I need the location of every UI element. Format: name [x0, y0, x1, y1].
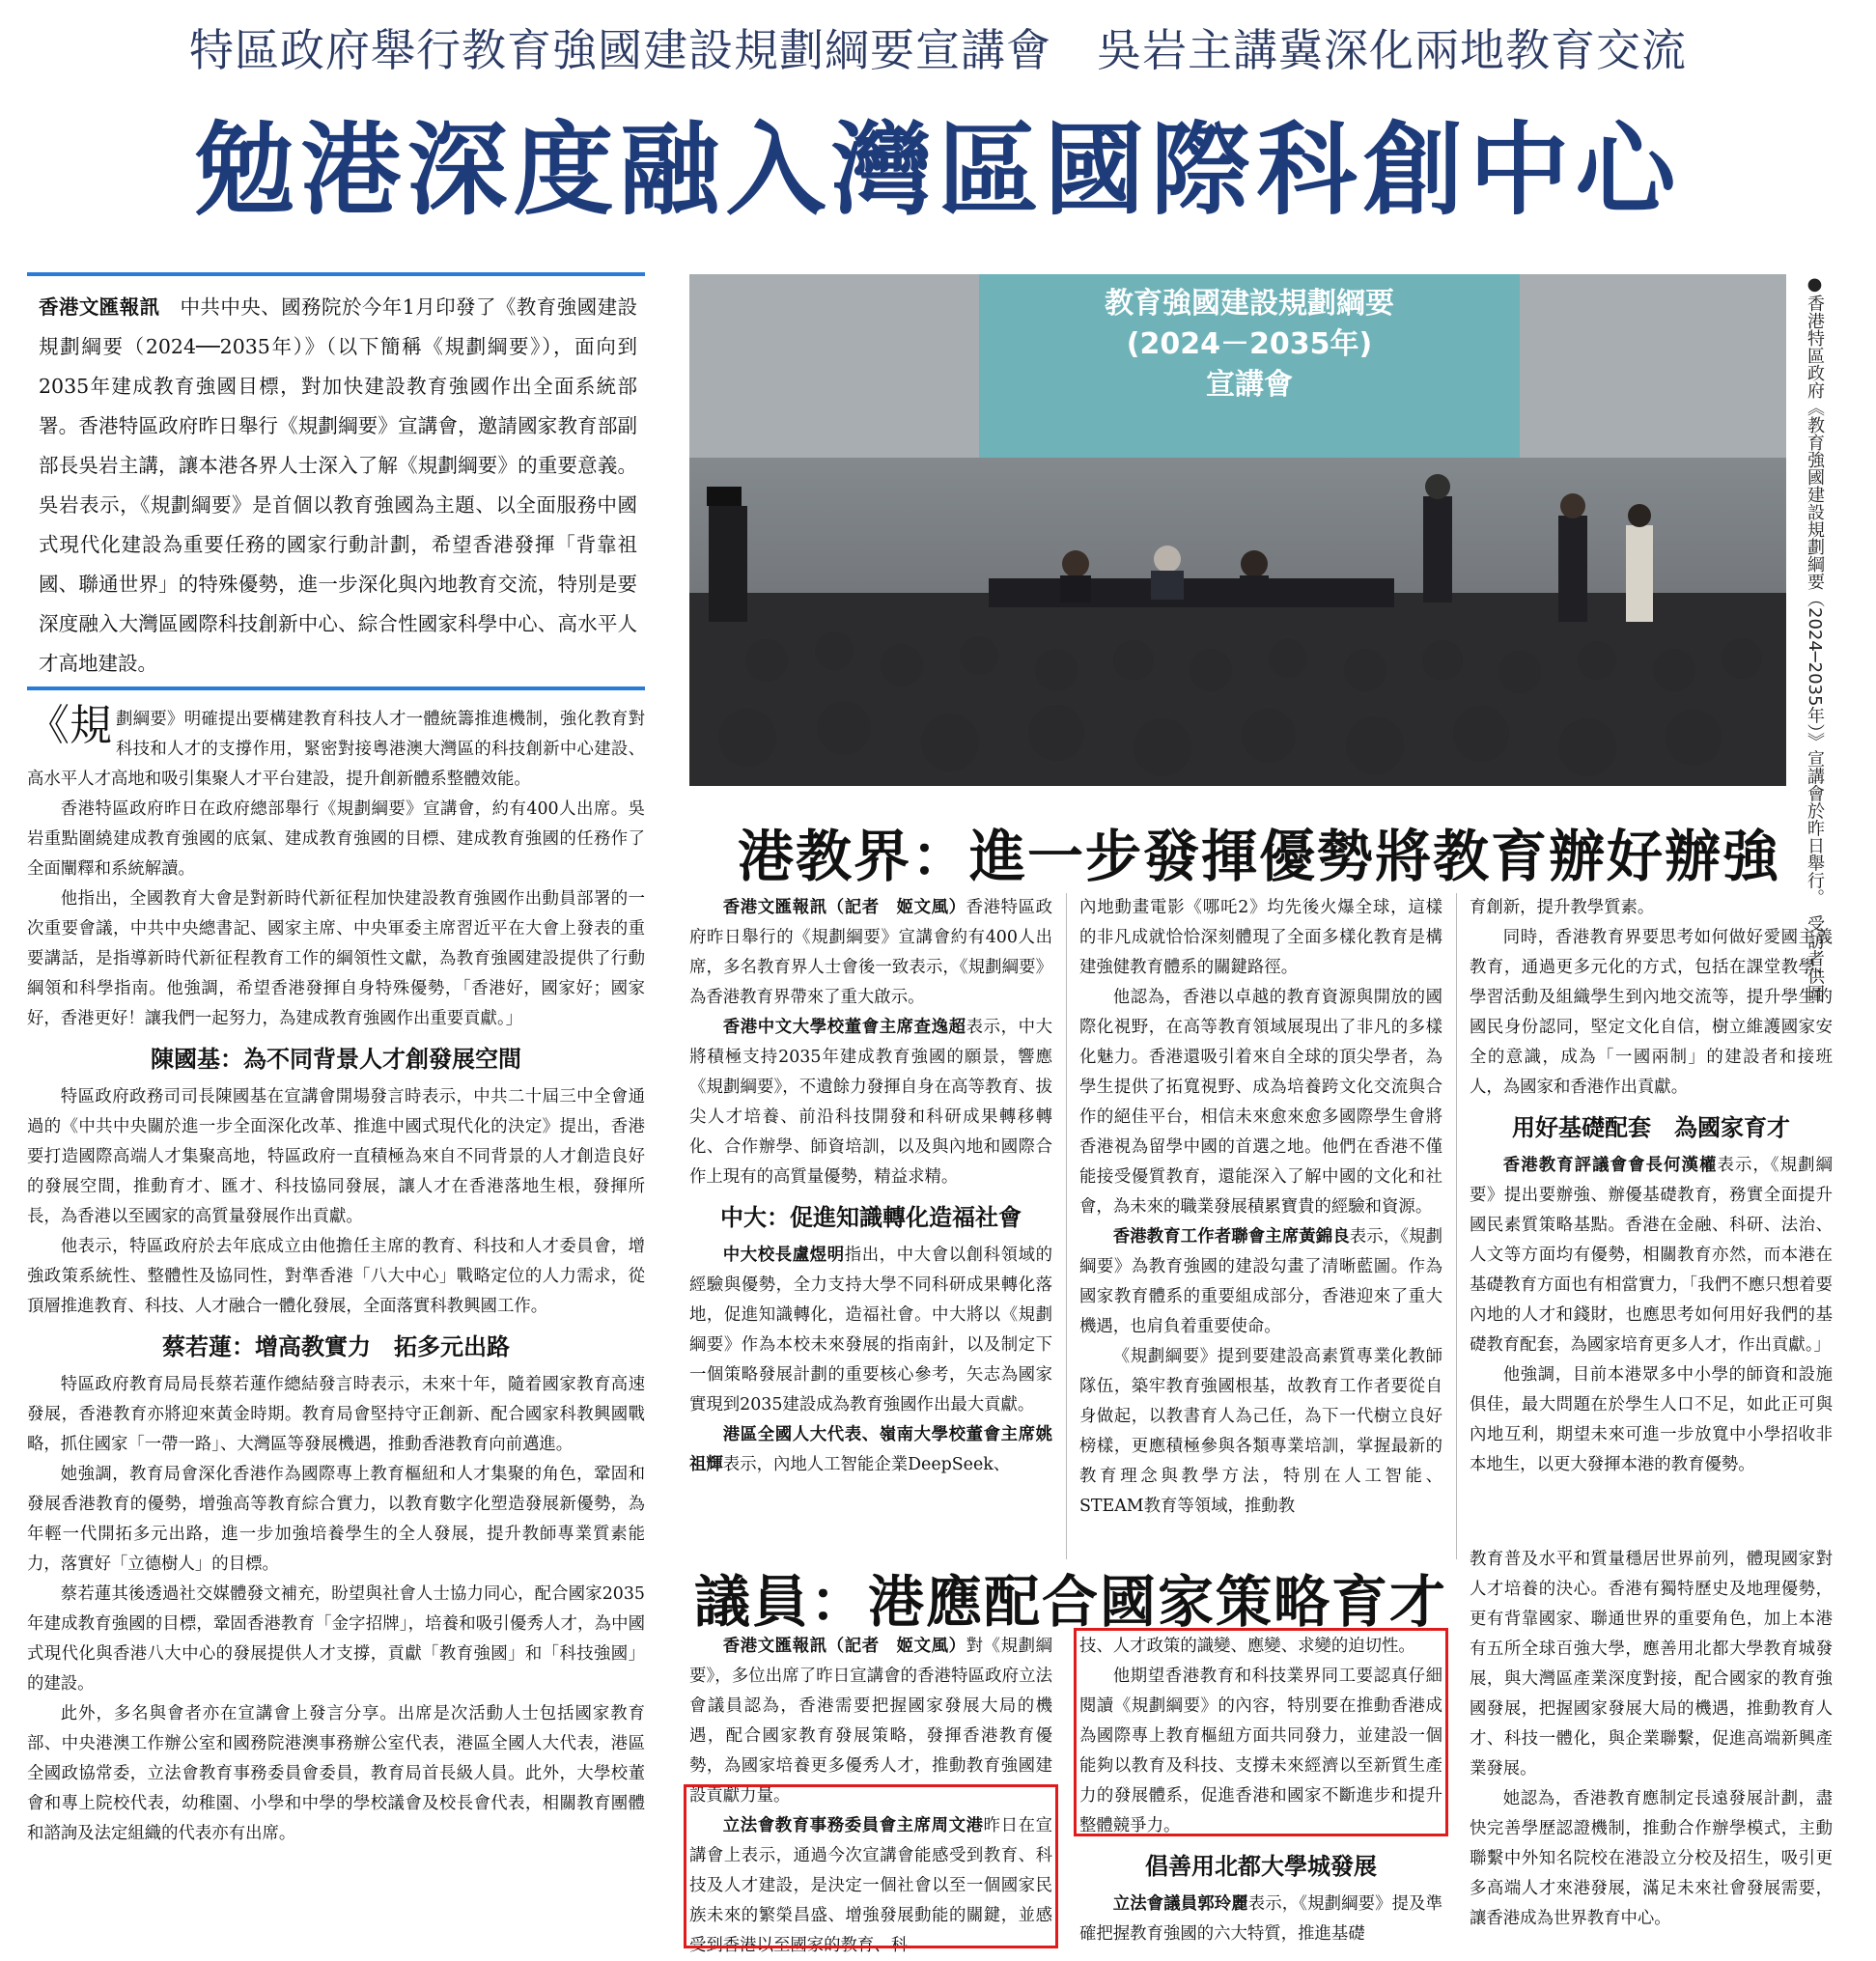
law-c2-paragraph-1: 技、人才政策的識變、應變、求變的迫切性。: [1079, 1637, 1415, 1656]
main-headline: 勉港深度融入灣區國際科創中心: [194, 111, 1682, 229]
column-divider: [1456, 893, 1457, 1559]
left-paragraph-2: 香港特區政府昨日在政府總部舉行《規劃綱要》宣講會，約有400人出席。吳岩重點圍繞建成教育強國的底氣、建成教育強國的目標、建成教育強國的任務作了全面闡釋和系統解讀。: [27, 799, 645, 879]
screen-title-line-1: 教育強國建設規劃綱要: [1105, 287, 1394, 321]
subhead-cuhk: 中大：促進知識轉化造福社會: [720, 1204, 1022, 1231]
edu-c2-paragraph-4: 《規劃綱要》提到要建設高素質專業化教師隊伍，築牢教育強國根基，故教育工作者要從自身做起，以教書育人為己任，為下一代樹立良好榜樣，更應積極參與各類專業培訓，掌握最新的教育理念與教學方法，特別在人工智能、STEAM教育等領域，推動教: [1079, 1347, 1442, 1516]
highlight-box-2: [1074, 1628, 1448, 1836]
edu-c3-paragraph-2: 同時，香港教育界要思考如何做好愛國主義教育，通過更多元化的方式，包括在課堂教學、學習活動及組織學生到內地交流等，提升學生的國民身份認同，堅定文化自信，樹立維護國家安全的意識，成為「一國兩制」的建設者和接班人，為國家和香港作出貢獻。: [1470, 928, 1833, 1097]
left-paragraph-9: 此外，多名與會者亦在宣講會上發言分享。出席是次活動人士包括國家教育部、中央港澳工作辦公室和國務院港澳事務辦公室代表，港區全國人大代表，港區全國政協常委，立法會教育事務委員會委員，教育局首長級人員。此外，大學校董會和專上院校代表，幼稚園、小學和中學的學校議會及校長會代表，相關教育團體和諮詢及法定組織的代表亦有出席。: [27, 1704, 645, 1843]
edu-c3-paragraph-4: 他強調，目前本港眾多中小學的師資和設施俱佳，最大問題在於學生人口不足，如此正可與內地互利，期望未來可進一步放寬中小學招收非本地生，以更大發揮本港的教育優勢。: [1470, 1365, 1833, 1474]
column-divider: [1066, 893, 1067, 1559]
subhead-chan: 陳國基：為不同背景人才創發展空間: [151, 1046, 521, 1073]
law-c3-paragraph-2: 她認為，香港教育應制定長遠發展計劃，盡快完善學歷認證機制，推動合作辦學模式，主動聯繫中外知名院校在港設立分校及招生，吸引更多高端人才來港發展，滿足未來社會發展需要，讓香港成為世界教育中心。: [1470, 1789, 1833, 1928]
highlight-box-1: [684, 1784, 1058, 1948]
screen-title-line-2: (2024－2035年): [1126, 327, 1373, 361]
left-paragraph-7: 她強調，教育局會深化香港作為國際專上教育樞紐和人才集聚的角色，鞏固和發展香港教育的優勢，增強高等教育綜合實力，以教育數字化塑造發展新優勢，為年輕一代開拓多元出路，進一步加強培養學生的全人發展，提升教師專業質素能力，落實好「立德樹人」的目標。: [27, 1465, 645, 1574]
event-photo: [689, 274, 1786, 786]
lead-text: 中共中央、國務院於今年1月印發了《教育強國建設規劃綱要（2024──2035年）》（以下簡稱《規劃綱要》），面向到2035年建成教育強國目標，對加快建設教育強國作出全面系統部署。香港特區政府昨日舉行《規劃綱要》宣講會，邀請國家教育部副部長吳岩主講，讓本港各界人士深入了解《規劃綱要》的重要意義。吳岩表示，《規劃綱要》是首個以教育強國為主題、以全面服務中國式現代化建設為重要任務的國家行動計劃，希望香港發揮「背靠祖國、聯通世界」的特殊優勢，進一步深化與內地教育交流，特別是要深度融入大灣區國際科技創新中心、綜合性國家科學中心、高水平人才高地建設。: [39, 295, 637, 675]
subhead-basic-edu: 用好基礎配套 為國家育才: [1512, 1114, 1790, 1141]
photo-caption: ●香港特區政府《教育強國建設規劃綱要（2024─2035年）》宣講會於昨日舉行。 受訪者供圖: [1805, 274, 1825, 1002]
left-paragraph-1: 《規 劃綱要》明確提出要構建教育科技人才一體統籌推進機制，強化教育對科技和人才的支撐作用，緊密對接粵港澳大灣區的科技創新中心建設、高水平人才高地和吸引集聚人才平台建設，提升創新體系整體效能。: [27, 701, 645, 789]
edu-c2-paragraph-1: 內地動畫電影《哪吒2》均先後火爆全球，這樣的非凡成就恰恰深刻體現了全面多樣化教育是構建強健教育體系的關鍵路徑。: [1079, 898, 1442, 977]
law-c3-paragraph-1: 教育普及水平和質量穩居世界前列，體現國家對人才培養的決心。香港有獨特歷史及地理優勢，更有背靠國家、聯通世界的重要角色，加上本港有五所全球百強大學，應善用北都大學教育城發展，與大灣區產業深度對接，配合國家的教育強國發展，把握國家發展大局的機遇，推動教育人才、科技一體化，與企業聯繫，促進高端新興產業發展。: [1470, 1550, 1833, 1779]
edu-c1-paragraph-3: 中大校長盧煜明指出，中大會以創科領域的經驗與優勢，全力支持大學不同科研成果轉化落地，促進知識轉化，造福社會。中大將以《規劃綱要》作為本校未來發展的指南針，以及制定下一個策略發展計劃的重要核心參考，矢志為國家實現到2035建設成為教育強國作出最大貢獻。: [689, 1246, 1052, 1415]
law-c2-paragraph-2: 他期望香港教育和科技業界同工要認真仔細閱讀《規劃綱要》的內容，特別要在推動香港成為國際專上教育樞紐方面共同發力，並建設一個能夠以教育及科技、支撐未來經濟以至新質生產力的發展體系，促進香港和國家不斷進步和提升整體競爭力。: [1079, 1667, 1442, 1835]
edu-column-3: [1470, 893, 1833, 1480]
left-paragraph-5: 他表示，特區政府於去年底成立由他擔任主席的教育、科技和人才委員會，增強政策系統性、整體性及協同性，對準香港「八大中心」戰略定位的人力需求，從頂層推進教育、科技、人才融合一體化發展，全面落實科教興國工作。: [27, 1237, 645, 1316]
lead-box: [27, 272, 645, 690]
lead-paragraph: [39, 288, 637, 684]
edu-c3-paragraph-1: 育創新，提升教學質素。: [1470, 898, 1655, 917]
drop-cap: 《規: [27, 701, 112, 750]
edu-column-1: [689, 893, 1052, 1480]
lawmakers-section-title: 議員：港應配合國家策略育才: [693, 1569, 1447, 1635]
left-column: [27, 701, 645, 1849]
law-c2-paragraph-3: 立法會議員郭玲麗表示，《規劃綱要》提及準確把握教育強國的六大特質，推進基礎: [1079, 1894, 1442, 1944]
edu-c1-paragraph-2: 香港中文大學校董會主席查逸超表示，中大將積極支持2035年建成教育強國的願景，響應《規劃綱要》，不遺餘力發揮自身在高等教育、拔尖人才培養、前沿科技開發和科研成果轉移轉化、合作辦學、師資培訓，以及與內地和國際合作上現有的高質量優勢，精益求精。: [689, 1018, 1052, 1187]
edu-column-2: [1079, 893, 1442, 1522]
edu-section-title: 港教界：進一步發揮優勢將教育辦好辦強: [737, 824, 1780, 889]
subhead-northern-metropolis: 倡善用北都大學城發展: [1145, 1853, 1377, 1880]
screen-title-line-3: 宣講會: [1206, 368, 1293, 402]
edu-c1-paragraph-1: 香港文匯報訊（記者 姬文風）香港特區政府昨日舉行的《規劃綱要》宣講會約有400人出席，多名教育界人士會後一致表示，《規劃綱要》為香港教育界帶來了重大啟示。: [689, 898, 1052, 1007]
edu-c2-paragraph-3: 香港教育工作者聯會主席黃錦良表示，《規劃綱要》為教育強國的建設勾畫了清晰藍圖。作為國家教育體系的重要組成部分，香港迎來了重大機遇，也肩負着重要使命。: [1079, 1227, 1442, 1336]
left-paragraph-8: 蔡若蓮其後透過社交媒體發文補充，盼望與社會人士協力同心，配合國家2035年建成教育強國的目標，鞏固香港教育「金字招牌」，培養和吸引優秀人才，為中國式現代化與香港八大中心的發展提供人才支撐，貢獻「教育強國」和「科技強國」的建設。: [27, 1584, 645, 1694]
edu-c1-paragraph-4: 港區全國人大代表、嶺南大學校董會主席姚祖輝表示，內地人工智能企業DeepSeek、: [689, 1425, 1052, 1474]
edu-c2-paragraph-2: 他認為，香港以卓越的教育資源與開放的國際化視野，在高等教育領域展現出了非凡的多樣化魅力。香港還吸引着來自全球的頂尖學者，為學生提供了拓寬視野、成為培養跨文化交流與合作的絕佳平台，相信未來愈來愈多國際學生會將香港視為留學中國的首選之地。他們在香港不僅能接受優質教育，還能深入了解中國的文化和社會，為未來的職業發展積累寶貴的經驗和資源。: [1079, 988, 1442, 1217]
lawmakers-column-3: [1470, 1545, 1833, 1934]
photo-illustration: [689, 274, 1786, 786]
left-paragraph-3: 他指出，全國教育大會是對新時代新征程加快建設教育強國作出動員部署的一次重要會議，中共中央總書記、國家主席、中央軍委主席習近平在大會上發表的重要講話，是指導新時代新征程教育工作的綱領性文獻，為教育強國建設提供了行動綱領和科學指南。他強調，希望香港發揮自身特殊優勢，「香港好，國家好；國家好，香港更好！讓我們一起努力，為建成教育強國作出重要貢獻。」: [27, 889, 645, 1028]
left-paragraph-4: 特區政府政務司司長陳國基在宣講會開場發言時表示，中共二十屆三中全會通過的《中共中央關於進一步全面深化改革、推進中國式現代化的決定》提出，香港要打造國際高端人才集聚高地，特區政府一直積極為來自不同背景的人才創造良好的發展空間，推動育才、匯才、科技協同發展，讓人才在香港落地生根，發揮所長，為香港以至國家的高質量發展作出貢獻。: [27, 1087, 645, 1226]
subhead-choi: 蔡若蓮：增高教實力 拓多元出路: [162, 1333, 510, 1360]
lead-dateline: 香港文匯報訊: [39, 295, 160, 319]
law-c1-paragraph-1: 香港文匯報訊（記者 姬文風）對《規劃綱要》，多位出席了昨日宣講會的香港特區政府立法會議員認為，香港需要把握國家發展大局的機遇，配合國家教育發展策略，發揮香港教育優勢，為國家培養更多優秀人才，推動教育強國建設貢獻力量。: [689, 1637, 1052, 1806]
kicker-headline: 特區政府舉行教育強國建設規劃綱要宣講會 吳岩主講冀深化兩地教育交流: [189, 24, 1687, 76]
edu-c3-paragraph-3: 香港教育評議會會長何漢權表示，《規劃綱要》提出要辦強、辦優基礎教育，務實全面提升國民素質策略基點。香港在金融、科研、法治、人文等方面均有優勢，相關教育亦然，而本港在基礎教育方面也有相當實力，「我們不應只想着要內地的人才和錢財，也應思考如何用好我們的基礎教育配套，為國家培育更多人才，作出貢獻。」: [1470, 1156, 1833, 1355]
left-paragraph-6: 特區政府教育局局長蔡若蓮作總結發言時表示，未來十年，隨着國家教育高速發展，香港教育亦將迎來黃金時期。教育局會堅持守正創新、配合國家科教興國戰略，抓住國家「一帶一路」、大灣區等發展機遇，推動香港教育向前邁進。: [27, 1375, 645, 1454]
law-c1-paragraph-2: 立法會教育事務委員會主席周文港昨日在宣講會上表示，通過今次宣講會能感受到教育、科技及人才建設，是決定一個社會以至一個國家民族未來的繁榮昌盛、增強發展動能的關鍵，並感受到香港以至國家的教育、科: [689, 1816, 1052, 1955]
